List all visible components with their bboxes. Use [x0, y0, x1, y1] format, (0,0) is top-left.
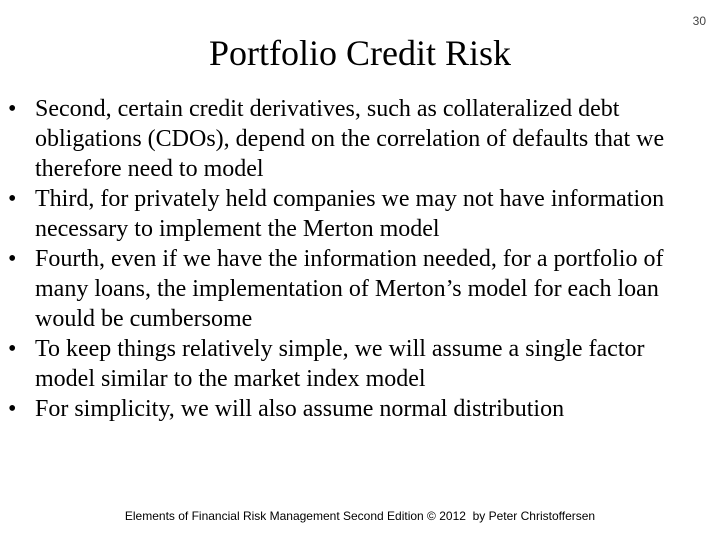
- slide-title: Portfolio Credit Risk: [208, 33, 511, 73]
- bullet-dot-icon: •: [8, 246, 17, 272]
- bullet-text: Third, for privately held companies we may not have information necessary to implement the Merton model: [35, 186, 665, 242]
- bullet-item: [0, 184, 690, 244]
- bullet-dot-icon: •: [8, 96, 17, 122]
- bullet-text: For simplicity, we will also assume normal distribution: [35, 396, 565, 422]
- bullet-list: [0, 94, 690, 424]
- bullet-text: Fourth, even if we have the information needed, for a portfolio of many loans, the implementation of Merton’s model for each loan would be cumbersome: [35, 246, 664, 332]
- page-number: 30: [692, 14, 706, 28]
- bullet-item: [0, 94, 690, 184]
- bullet-dot-icon: •: [8, 396, 17, 422]
- bullet-dot-icon: •: [8, 186, 17, 212]
- bullet-dot-icon: •: [8, 336, 17, 362]
- bullet-text: Second, certain credit derivatives, such as collateralized debt obligations (CDOs), depend on the correlation of defaults that we therefore need to model: [35, 96, 665, 182]
- slide-footer: Elements of Financial Risk Management Second Edition © 2012 by Peter Christoffersen: [124, 509, 596, 523]
- bullet-item: [0, 394, 690, 424]
- bullet-item: [0, 334, 690, 394]
- bullet-text: To keep things relatively simple, we will assume a single factor model similar to the market index model: [35, 336, 645, 392]
- bullet-item: [0, 244, 690, 334]
